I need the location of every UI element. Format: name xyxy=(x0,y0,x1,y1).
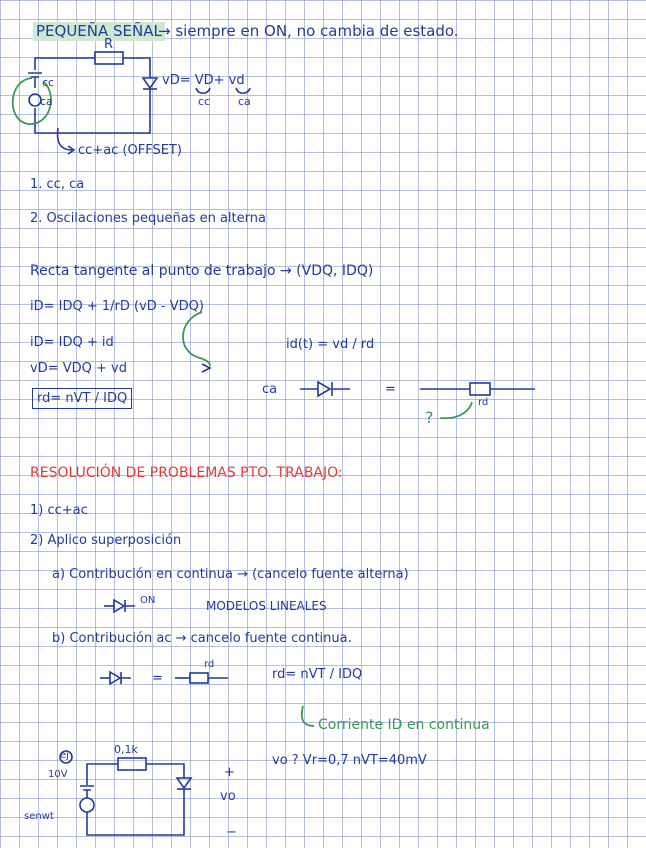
corriente-id: Corriente ID en continua xyxy=(318,717,490,733)
step-b: b) Contribución ac → cancelo fuente continua. xyxy=(52,631,352,646)
circuit1-offset: cc+ac (OFFSET) xyxy=(78,143,182,158)
senwt-label: senwt xyxy=(24,811,54,822)
diode-eq-1 xyxy=(300,382,535,418)
eq-id: iD= IDQ + 1/rD (vD - VDQ) xyxy=(30,299,204,314)
equals-2: = xyxy=(152,671,163,686)
v10-label: 10V xyxy=(48,769,68,780)
circuit1-cc: cc xyxy=(42,76,55,89)
eq-vd: vD= VDQ + vd xyxy=(30,361,127,376)
arrow-corriente xyxy=(302,706,314,726)
curve-arrow xyxy=(183,312,210,366)
circuit1-vd-cc: cc xyxy=(198,95,211,108)
equals-1: = xyxy=(385,382,396,397)
diode-on xyxy=(104,600,135,612)
title-highlight xyxy=(33,22,165,41)
circuit1-ca: ca xyxy=(40,95,53,108)
diode-eq-2 xyxy=(100,672,228,684)
vo-label: vo xyxy=(220,789,236,804)
title-rest: → siempre en ON, no cambia de estado. xyxy=(158,22,459,40)
item-2: 2. Oscilaciones pequeñas en alterna xyxy=(30,211,266,226)
curve-arrow-2 xyxy=(202,364,210,372)
step-2: 2) Aplico superposición xyxy=(30,533,182,548)
circuit1-r: R xyxy=(104,37,114,52)
circuit1-vd-ca: ca xyxy=(238,95,251,108)
resolucion-heading: RESOLUCIÓN DE PROBLEMAS PTO. TRABAJO: xyxy=(30,465,343,481)
ca-label: ca xyxy=(262,382,278,397)
rd-small-1: rd xyxy=(478,397,489,408)
item-1: 1. cc, ca xyxy=(30,177,85,192)
recta: Recta tangente al punto de trabajo → (VDQ, IDQ) xyxy=(30,263,374,279)
plus-label: + xyxy=(224,765,235,780)
step-a: a) Contribución en continua → (cancelo fuente alterna) xyxy=(52,567,409,582)
modelos-lineales: MODELOS LINEALES xyxy=(206,599,327,613)
step-1: 1) cc+ac xyxy=(30,503,88,518)
minus-label: − xyxy=(226,825,237,840)
eq-rd2: rd= nVT / IDQ xyxy=(272,667,363,682)
vo-question: vo ? Vr=0,7 nVT=40mV xyxy=(272,753,427,768)
rd-small-2: rd xyxy=(204,659,215,670)
on-label: ON xyxy=(140,595,156,606)
ej-label: ej xyxy=(60,750,69,761)
question-1: ? xyxy=(425,408,434,427)
circuit1-vd-eq: vD= VD+ vd xyxy=(162,73,245,88)
eq-idt: id(t) = vd / rd xyxy=(286,337,375,352)
r2-label: 0,1k xyxy=(114,743,138,756)
eq-rd-box: rd= nVT / IDQ xyxy=(32,388,132,409)
eq-id2: iD= IDQ + id xyxy=(30,335,114,350)
circuit-2 xyxy=(60,751,191,835)
title: PEQUEÑA SEÑAL xyxy=(36,22,162,40)
